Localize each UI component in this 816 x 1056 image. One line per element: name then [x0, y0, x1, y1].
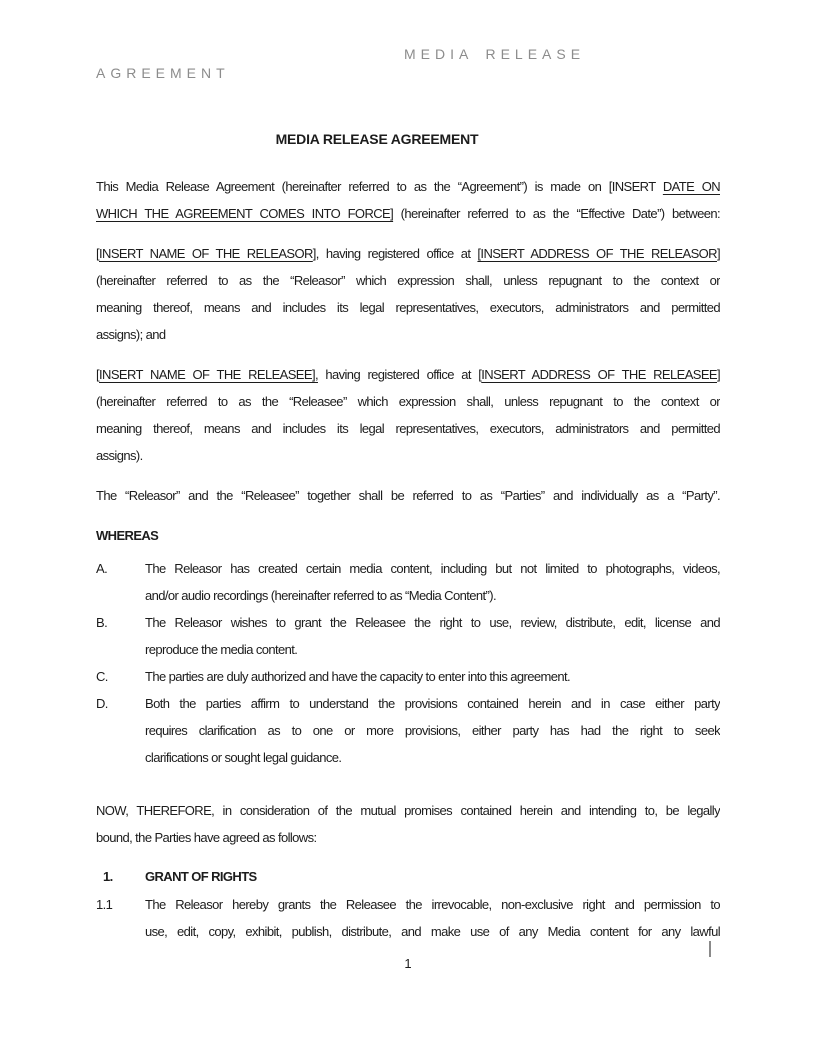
recital-label: D.	[96, 696, 108, 711]
text-run: (hereinafter referred to as the “Effective Date”) between:	[393, 206, 720, 221]
text-line: The Releasor wishes to grant the Releasee the right to use, review, distribute, edit, license and	[145, 615, 720, 630]
placeholder-field: INSERT ADDRESS OF THE RELEASEE	[481, 367, 717, 382]
recitals-list	[96, 555, 720, 771]
text-line: meaning thereof, means and includes its legal representatives, executors, administrators and permitted	[96, 300, 720, 315]
recital-label: C.	[96, 669, 108, 684]
recital-label: B.	[96, 615, 108, 630]
text-line: use, edit, copy, exhibit, publish, distribute, and make use of any Media content for any lawful	[145, 924, 720, 939]
text-run: [	[96, 246, 100, 261]
text-line	[96, 200, 720, 227]
text-line	[96, 240, 720, 267]
section-number: 1.	[103, 869, 113, 884]
text-run: ]	[716, 367, 720, 382]
text-line	[96, 173, 720, 200]
placeholder-field: [INSERT ADDRESS OF THE RELEASOR	[477, 246, 717, 261]
text-run: [	[96, 367, 100, 382]
recital-item-a	[96, 555, 720, 609]
recital-item-d	[96, 690, 720, 771]
text-line: assigns); and	[96, 327, 166, 342]
text-line: Both the parties affirm to understand the provisions contained herein and in case either party	[145, 696, 720, 711]
text-line: clarifications or sought legal guidance.	[145, 750, 342, 765]
recital-item-b	[96, 609, 720, 663]
page-number: 1	[404, 956, 412, 971]
text-run: having registered office at [	[317, 367, 482, 382]
releasee-paragraph	[96, 361, 720, 469]
text-run: ]	[716, 246, 720, 261]
now-therefore-paragraph	[96, 797, 720, 851]
text-line: assigns).	[96, 448, 143, 463]
parties-paragraph	[96, 482, 720, 509]
text-line: requires clarification as to one or more provisions, either party has had the right to seek	[145, 723, 720, 738]
recital-item-c	[96, 663, 720, 690]
clause-number: 1.1	[96, 897, 113, 912]
section-1-heading	[96, 863, 720, 890]
text-line: (hereinafter referred to as the “Releasee” which expression shall, unless repugnant to the context or	[96, 394, 720, 409]
placeholder-field: INSERT NAME OF THE RELEASOR	[99, 246, 313, 261]
placeholder-field: DATE ON	[662, 179, 720, 194]
placeholder-field: INSERT NAME OF THE RELEASEE],	[99, 367, 318, 382]
recital-label: A.	[96, 561, 108, 576]
text-line: NOW, THEREFORE, in consideration of the mutual promises contained herein and intending to, be legally	[96, 803, 720, 818]
text-line: The Releasor has created certain media content, including but not limited to photographs, videos,	[145, 561, 720, 576]
document-body	[96, 130, 720, 945]
intro-paragraph	[96, 173, 720, 227]
placeholder-field: WHICH THE AGREEMENT COMES INTO FORCE]	[96, 206, 394, 221]
text-line: and/or audio recordings (hereinafter referred to as “Media Content”).	[145, 588, 496, 603]
text-line: meaning thereof, means and includes its legal representatives, executors, administrators and permitted	[96, 421, 720, 436]
text-run: This Media Release Agreement (hereinafter referred to as the “Agreement”) is made on [INSERT	[96, 179, 663, 194]
clause-1-1	[96, 891, 720, 945]
text-line: (hereinafter referred to as the “Releasor” which expression shall, unless repugnant to the context or	[96, 273, 720, 288]
text-line: bound, the Parties have agreed as follows:	[96, 830, 317, 845]
text-line: The “Releasor” and the “Releasee” together shall be referred to as “Parties” and individually as a “Party”.	[96, 488, 720, 503]
releasor-paragraph	[96, 240, 720, 348]
text-line	[96, 361, 720, 388]
text-run: ], having registered office at	[312, 246, 478, 261]
header-title-line2: AGREEMENT	[96, 65, 230, 81]
text-line: reproduce the media content.	[145, 642, 298, 657]
header-title-line1: MEDIA RELEASE	[404, 46, 586, 62]
text-line: The Releasor hereby grants the Releasee the irrevocable, non-exclusive right and permission to	[145, 897, 720, 912]
whereas-heading: WHEREAS	[96, 528, 159, 543]
text-line: The parties are duly authorized and have the capacity to enter into this agreement.	[145, 669, 570, 684]
section-title: GRANT OF RIGHTS	[145, 869, 257, 884]
document-title: MEDIA RELEASE AGREEMENT	[275, 131, 479, 147]
